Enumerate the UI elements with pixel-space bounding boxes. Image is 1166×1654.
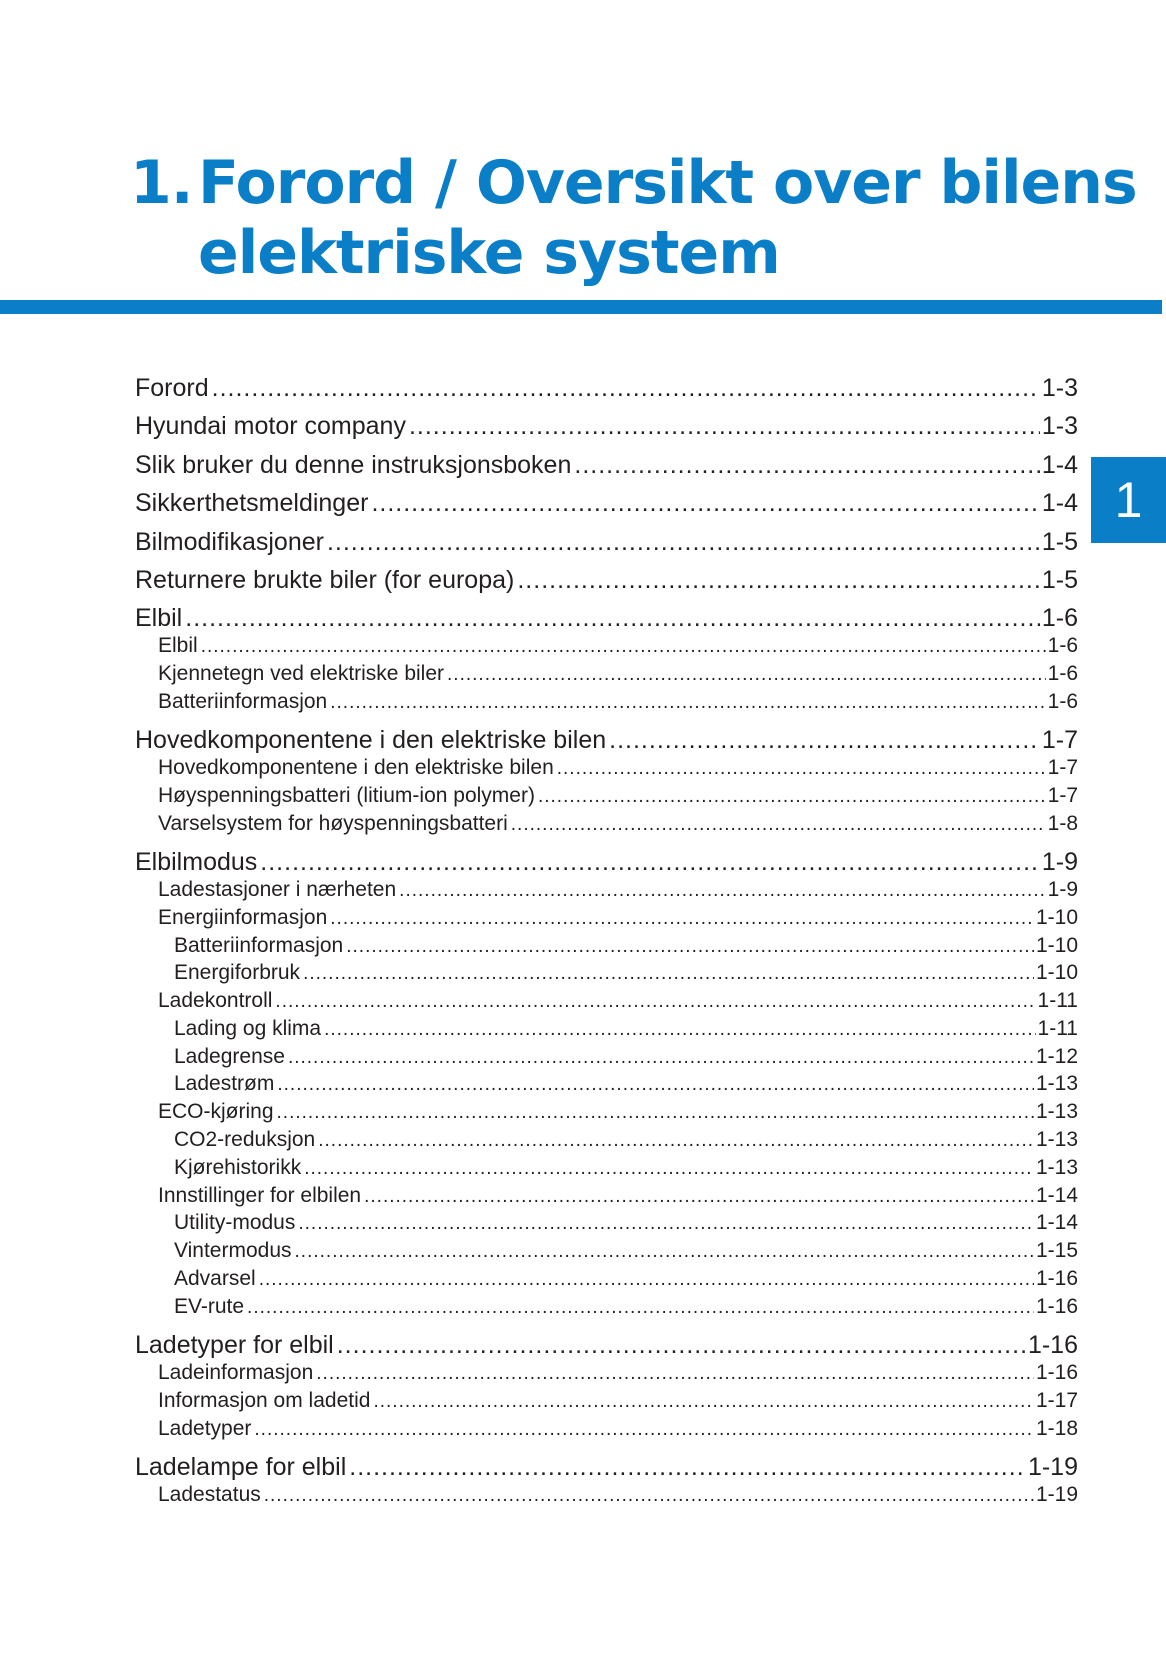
- toc-entry-page: 1-10: [1035, 961, 1078, 985]
- dot-leader: [447, 660, 1046, 688]
- toc-entry-page: 1-5: [1041, 527, 1078, 556]
- dot-leader: [264, 1481, 1034, 1509]
- toc-entry-page: 1-9: [1041, 847, 1078, 876]
- toc-entry[interactable]: [135, 632, 1078, 660]
- toc-entry-page: 1-6: [1047, 689, 1078, 713]
- dot-leader: [538, 782, 1046, 810]
- toc-entry[interactable]: [135, 528, 1078, 556]
- toc-entry-page: 1-16: [1027, 1331, 1078, 1360]
- toc-entry-page: 1-15: [1035, 1239, 1078, 1263]
- dot-leader: [511, 810, 1046, 838]
- chapter-number: 1.: [130, 148, 193, 218]
- dot-leader: [327, 528, 1040, 556]
- dot-leader: [409, 412, 1040, 440]
- toc-entry-label: Ladekontroll: [158, 989, 273, 1013]
- toc-entry[interactable]: [135, 374, 1078, 402]
- toc-entry[interactable]: [135, 1331, 1078, 1359]
- table-of-contents: [135, 374, 1078, 1509]
- toc-entry-page: 1-18: [1035, 1416, 1078, 1440]
- chapter-title-line2: elektriske system: [198, 218, 780, 288]
- dot-leader: [298, 1209, 1034, 1237]
- toc-entry[interactable]: [135, 688, 1078, 716]
- toc-entry[interactable]: [135, 959, 1078, 987]
- toc-entry-page: 1-6: [1041, 604, 1078, 633]
- toc-entry[interactable]: [135, 1209, 1078, 1237]
- toc-entry[interactable]: [135, 1387, 1078, 1415]
- toc-entry-page: 1-11: [1037, 989, 1078, 1013]
- toc-entry-page: 1-10: [1035, 905, 1078, 929]
- toc-entry[interactable]: [135, 604, 1078, 632]
- toc-entry-page: 1-16: [1035, 1294, 1078, 1318]
- toc-entry-label: Elbil: [135, 604, 183, 633]
- toc-entry-label: EV-rute: [174, 1294, 245, 1318]
- toc-entry[interactable]: [135, 987, 1078, 1015]
- toc-entry[interactable]: [135, 1415, 1078, 1443]
- toc-entry-label: Vintermodus: [174, 1239, 292, 1263]
- toc-entry[interactable]: [135, 932, 1078, 960]
- toc-entry-label: Ladestrøm: [174, 1072, 275, 1096]
- toc-entry[interactable]: [135, 1182, 1078, 1210]
- toc-entry[interactable]: [135, 1359, 1078, 1387]
- toc-entry-page: 1-5: [1041, 565, 1078, 594]
- toc-entry-label: ECO-kjøring: [158, 1100, 274, 1124]
- toc-entry[interactable]: [135, 1265, 1078, 1293]
- toc-entry-label: Batteriinformasjon: [158, 689, 328, 713]
- dot-leader: [373, 1387, 1034, 1415]
- toc-entry-page: 1-8: [1047, 811, 1078, 835]
- dot-leader: [277, 1070, 1034, 1098]
- dot-leader: [364, 1182, 1034, 1210]
- toc-entry[interactable]: [135, 810, 1078, 838]
- toc-entry-label: CO2-reduksjon: [174, 1128, 316, 1152]
- chapter-title: [130, 148, 1137, 288]
- toc-entry-label: Utility-modus: [174, 1211, 296, 1235]
- toc-entry[interactable]: [135, 660, 1078, 688]
- toc-entry-page: 1-4: [1041, 450, 1078, 479]
- toc-entry-label: Sikkerthetsmeldinger: [135, 489, 369, 518]
- toc-entry-label: Kjørehistorikk: [174, 1155, 302, 1179]
- toc-entry[interactable]: [135, 1481, 1078, 1509]
- toc-entry-page: 1-13: [1035, 1155, 1078, 1179]
- dot-leader: [277, 1098, 1034, 1126]
- toc-entry-page: 1-7: [1041, 726, 1078, 755]
- dot-leader: [303, 959, 1034, 987]
- dot-leader: [324, 1015, 1035, 1043]
- dot-leader: [185, 604, 1040, 632]
- toc-entry[interactable]: [135, 1453, 1078, 1481]
- toc-entry-label: Ladeinformasjon: [158, 1361, 314, 1385]
- dot-leader: [371, 489, 1039, 517]
- toc-entry-page: 1-14: [1035, 1183, 1078, 1207]
- dot-leader: [316, 1359, 1034, 1387]
- dot-leader: [212, 374, 1040, 402]
- toc-entry-label: Forord: [135, 374, 209, 402]
- toc-entry-page: 1-4: [1041, 489, 1078, 518]
- toc-entry-page: 1-13: [1035, 1072, 1078, 1096]
- toc-entry[interactable]: [135, 754, 1078, 782]
- toc-entry[interactable]: [135, 451, 1078, 479]
- toc-entry-page: 1-11: [1037, 1016, 1078, 1040]
- toc-entry-page: 1-13: [1035, 1128, 1078, 1152]
- dot-leader: [201, 632, 1046, 660]
- dot-leader: [330, 904, 1034, 932]
- toc-entry-page: 1-9: [1047, 877, 1078, 901]
- toc-entry-page: 1-6: [1047, 662, 1078, 686]
- dot-leader: [288, 1043, 1034, 1071]
- toc-entry[interactable]: [135, 876, 1078, 904]
- toc-entry-label: Hovedkomponentene i den elektriske bilen: [158, 756, 554, 780]
- toc-entry[interactable]: [135, 412, 1078, 440]
- dot-leader: [260, 848, 1040, 876]
- toc-entry[interactable]: [135, 1154, 1078, 1182]
- toc-entry[interactable]: [135, 566, 1078, 594]
- toc-entry[interactable]: [135, 1070, 1078, 1098]
- dot-leader: [399, 876, 1045, 904]
- toc-entry-label: Bilmodifikasjoner: [135, 527, 324, 556]
- toc-entry[interactable]: [135, 1043, 1078, 1071]
- toc-entry-label: Advarsel: [174, 1267, 256, 1291]
- dot-leader: [557, 754, 1046, 782]
- toc-entry-page: 1-12: [1035, 1044, 1078, 1068]
- dot-leader: [254, 1415, 1034, 1443]
- toc-entry-label: Elbil: [158, 634, 198, 658]
- toc-entry-page: 1-13: [1035, 1100, 1078, 1124]
- chapter-title-line1: Forord / Oversikt over bilens: [198, 148, 1137, 218]
- dot-leader: [349, 1453, 1026, 1481]
- toc-entry-page: 1-6: [1047, 634, 1078, 658]
- dot-leader: [574, 451, 1039, 479]
- toc-entry-label: Ladelampe for elbil: [135, 1452, 347, 1481]
- toc-entry-page: 1-3: [1041, 412, 1078, 441]
- toc-entry-label: Returnere brukte biler (for europa): [135, 565, 515, 594]
- toc-entry-label: Lading og klima: [174, 1016, 322, 1040]
- toc-entry[interactable]: [135, 1098, 1078, 1126]
- toc-entry[interactable]: [135, 904, 1078, 932]
- dot-leader: [304, 1154, 1034, 1182]
- toc-entry[interactable]: [135, 1237, 1078, 1265]
- toc-entry-label: Kjennetegn ved elektriske biler: [158, 662, 445, 686]
- dot-leader: [330, 688, 1045, 716]
- toc-entry-label: Ladegrense: [174, 1044, 285, 1068]
- toc-entry[interactable]: [135, 782, 1078, 810]
- toc-entry-label: Innstillinger for elbilen: [158, 1183, 362, 1207]
- toc-entry-page: 1-16: [1035, 1267, 1078, 1291]
- toc-entry-page: 1-3: [1041, 374, 1078, 402]
- title-divider: [0, 300, 1162, 314]
- dot-leader: [346, 932, 1034, 960]
- dot-leader: [609, 726, 1040, 754]
- toc-entry-label: Informasjon om ladetid: [158, 1388, 371, 1412]
- toc-entry-label: Energiinformasjon: [158, 905, 328, 929]
- toc-entry[interactable]: [135, 1293, 1078, 1321]
- dot-leader: [295, 1237, 1034, 1265]
- toc-entry[interactable]: [135, 848, 1078, 876]
- toc-entry-page: 1-16: [1035, 1361, 1078, 1385]
- chapter-tab[interactable]: 1: [1091, 457, 1166, 543]
- toc-entry-page: 1-7: [1047, 756, 1078, 780]
- toc-entry-page: 1-7: [1047, 783, 1078, 807]
- toc-entry-page: 1-10: [1035, 933, 1078, 957]
- toc-entry-label: Ladestatus: [158, 1482, 261, 1506]
- toc-entry-label: Ladetyper for elbil: [135, 1331, 334, 1360]
- toc-entry-label: Hyundai motor company: [135, 412, 406, 441]
- toc-entry-page: 1-17: [1035, 1388, 1078, 1412]
- toc-entry[interactable]: [135, 489, 1078, 517]
- toc-entry-label: Ladetyper: [158, 1416, 252, 1440]
- dot-leader: [259, 1265, 1034, 1293]
- toc-entry-label: Energiforbruk: [174, 961, 301, 985]
- toc-entry-label: Høyspenningsbatteri (litium-ion polymer): [158, 783, 535, 807]
- toc-entry[interactable]: [135, 1126, 1078, 1154]
- toc-entry-label: Elbilmodus: [135, 847, 258, 876]
- dot-leader: [275, 987, 1035, 1015]
- toc-entry-label: Ladestasjoner i nærheten: [158, 877, 397, 901]
- dot-leader: [318, 1126, 1034, 1154]
- toc-entry-label: Hovedkomponentene i den elektriske bilen: [135, 726, 607, 755]
- toc-entry-page: 1-19: [1027, 1452, 1078, 1481]
- toc-entry-label: Batteriinformasjon: [174, 933, 344, 957]
- toc-entry-label: Slik bruker du denne instruksjonsboken: [135, 450, 572, 479]
- dot-leader: [247, 1293, 1034, 1321]
- dot-leader: [337, 1331, 1026, 1359]
- toc-entry-page: 1-14: [1035, 1211, 1078, 1235]
- toc-entry-page: 1-19: [1035, 1482, 1078, 1506]
- toc-entry[interactable]: [135, 1015, 1078, 1043]
- toc-entry-label: Varselsystem for høyspenningsbatteri: [158, 811, 508, 835]
- toc-entry[interactable]: [135, 726, 1078, 754]
- dot-leader: [517, 566, 1040, 594]
